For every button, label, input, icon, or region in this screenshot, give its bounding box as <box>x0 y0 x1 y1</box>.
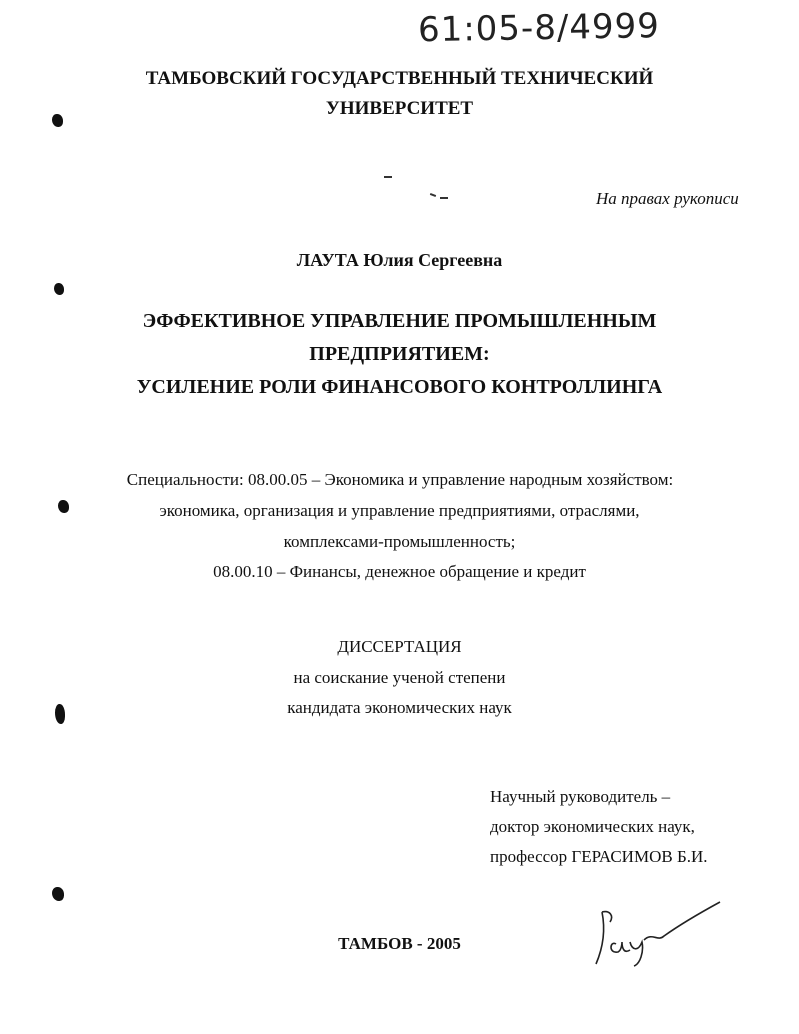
dissertation-heading: ДИССЕРТАЦИЯ <box>337 637 462 656</box>
dissertation-line2: кандидата экономических наук <box>287 698 512 717</box>
supervisor-line1: Научный руководитель – <box>490 787 671 806</box>
specialties-line4: 08.00.10 – Финансы, денежное обращение и кредит <box>213 562 586 581</box>
archive-code-handwritten: 61:05-8/4999 <box>417 6 661 51</box>
specialties-line1: Специальности: 08.00.05 – Экономика и управление народным хозяйством: <box>126 470 674 489</box>
supervisor-line3: профессор ГЕРАСИМОВ Б.И. <box>490 847 708 866</box>
thesis-title-line1: ЭФФЕКТИВНОЕ УПРАВЛЕНИЕ ПРОМЫШЛЕННЫМ <box>142 310 657 332</box>
specialties-line2: экономика, организация и управление предприятиями, отраслями, <box>159 501 640 520</box>
university-name-line1: ТАМБОВСКИЙ ГОСУДАРСТВЕННЫЙ ТЕХНИЧЕСКИЙ <box>145 68 654 89</box>
binding-hole-mark <box>54 283 64 295</box>
city-year: ТАМБОВ - 2005 <box>338 934 461 953</box>
specialties-line3: комплексами-промышленность; <box>283 532 516 551</box>
dissertation-line1: на соискание ученой степени <box>293 668 506 687</box>
scan-speck <box>440 197 448 199</box>
university-name-line2: УНИВЕРСИТЕТ <box>325 98 474 119</box>
scan-speck <box>384 176 392 178</box>
author-name: ЛАУТА Юлия Сергеевна <box>296 250 503 270</box>
supervisor-line2: доктор экономических наук, <box>490 817 695 836</box>
rights-note: На правах рукописи <box>596 189 739 208</box>
thesis-title-line3: УСИЛЕНИЕ РОЛИ ФИНАНСОВОГО КОНТРОЛЛИНГА <box>136 376 663 398</box>
scan-speck <box>430 193 436 197</box>
author-signature <box>588 892 728 972</box>
binding-hole-mark <box>52 887 64 901</box>
thesis-title-line2: ПРЕДПРИЯТИЕМ: <box>309 343 490 365</box>
